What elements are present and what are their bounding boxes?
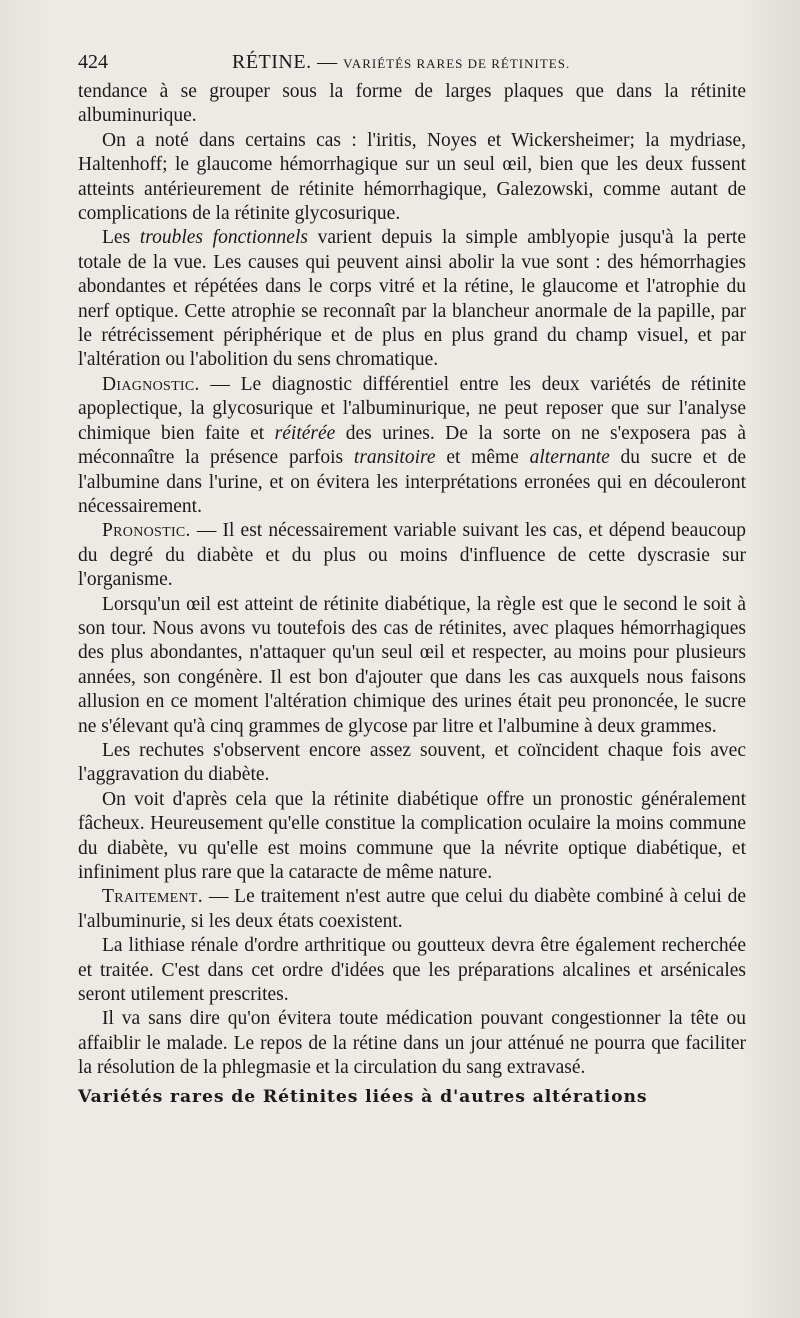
paragraph-text: — Le traitement n'est autre que celui du diabète combiné à celui de l'albuminurie, si les deux états coexistent. (78, 886, 746, 932)
paragraph-rechutes: Les rechutes s'observent encore assez souvent, et coïncident chaque fois avec l'aggravation du diabète. (78, 739, 746, 786)
italic-term: alternante (529, 447, 610, 469)
running-title-main: RÉTINE. — (232, 51, 338, 73)
running-title (232, 44, 570, 82)
running-header (78, 44, 746, 80)
paragraph-pronostic (78, 519, 746, 592)
italic-term: troubles fonctionnels (139, 227, 308, 249)
paragraph-lithiase: La lithiase rénale d'ordre arthritique ou goutteux devra être également recherchée et traitée. C'est dans cet ordre d'idées que les préparations alcalines et arsénicales seront utilement prescrites. (78, 935, 746, 1006)
paragraph-pronostic-facheux: On voit d'après cela que la rétinite diabétique offre un pronostic généralement fâcheux. Heureusement qu'elle constitue la complication oculaire la moins commune du diabète, vu qu'elle est moins commune que la névrite optique diabétique, et infiniment plus rare que la cataracte de même nature. (78, 788, 746, 883)
paragraph-text: — Il est nécessairement variable suivant les cas, et dépend beaucoup du degré du diabète et du plus ou moins d'influence de cette dyscrasie sur l'organisme. (78, 520, 746, 591)
page-text-block (78, 44, 746, 1111)
paragraph-troubles-fonctionnels (78, 226, 746, 372)
paragraph-traitement (78, 885, 746, 934)
paragraph-text: du sucre et de l'albumine dans l'urine, et on évitera les interprétations erronées qui en découleront nécessairement. (78, 447, 747, 517)
paragraph-text: et même (435, 447, 530, 469)
page-number: 424 (78, 51, 108, 73)
paragraph-text: Les (102, 227, 140, 249)
paragraph-oeil-atteint: Lorsqu'un œil est atteint de rétinite diabétique, la règle est que le second le soit à son tour. Nous avons vu toutefois des cas de rétinites, avec plaques hémorrhagiques des plus abondantes, n'attaquer qu'un seul œil et respecter, au moins pour plusieurs années, son congénère. Il est bon d'ajouter que dans les cas auxquels nous faisons allusion en ce moment l'altération chimique des urines était peu prononcée, le sucre ne s'élevant qu'à cinq grammes de glycose par litre et l'albumine à deux grammes. (78, 593, 746, 737)
section-label-diagnostic: Diagnostic. (102, 373, 200, 395)
italic-term: transitoire (353, 447, 436, 469)
running-title-sub: VARIÉTÉS RARES DE RÉTINITES. (343, 56, 571, 71)
section-label-traitement: Traitement. (102, 886, 203, 908)
italic-term: réitérée (274, 422, 336, 444)
paragraph-text: — Le diagnostic différentiel entre les deux variétés de rétinite apoplectique, la glycosurique et l'albuminurique, ne peut reposer que sur l'analyse chimique bien faite et (78, 373, 746, 444)
section-heading: Variétés rares de Rétinites liées à d'autres altérations (78, 1086, 648, 1107)
paragraph-complications: On a noté dans certains cas : l'iritis, Noyes et Wickersheimer; la mydriase, Haltenhoff; le glaucome hémorrhagique sur un seul œil, bien que les deux fussent atteints antérieurement de rétinite hémorrhagique, Galezowski, comme autant de complications de la rétinite glycosurique. (78, 129, 746, 225)
paragraph-medication: Il va sans dire qu'on évitera toute médication pouvant congestionner la tête ou affaiblir le malade. Le repos de la rétine dans un jour atténué ne pourra que faciliter la résolution de la phlegmasie et la circulation du sang extravasé. (78, 1008, 746, 1079)
section-label-pronostic: Pronostic. (102, 520, 191, 542)
paragraph-text: varient depuis la simple amblyopie jusqu'à la perte totale de la vue. Les causes qui peuvent ainsi abolir la vue sont : des hémorrhagies abondantes et répétées dans le corps vitré et la rétine, le glaucome et l'atrophie du nerf optique. Cette atrophie se reconnaît par la blancheur anormale de la papille, par le rétrécissement périphérique et de plus en plus grand du champ visuel, et par l'altération ou l'abolition du sens chromatique. (78, 227, 747, 371)
paragraph-diagnostic (78, 373, 746, 519)
paragraph-continuation: tendance à se grouper sous la forme de larges plaques que dans la rétinite albuminurique. (78, 81, 746, 127)
paragraph-text: des urines. De la sorte on ne s'exposera pas à méconnaître la présence parfois (78, 422, 746, 469)
